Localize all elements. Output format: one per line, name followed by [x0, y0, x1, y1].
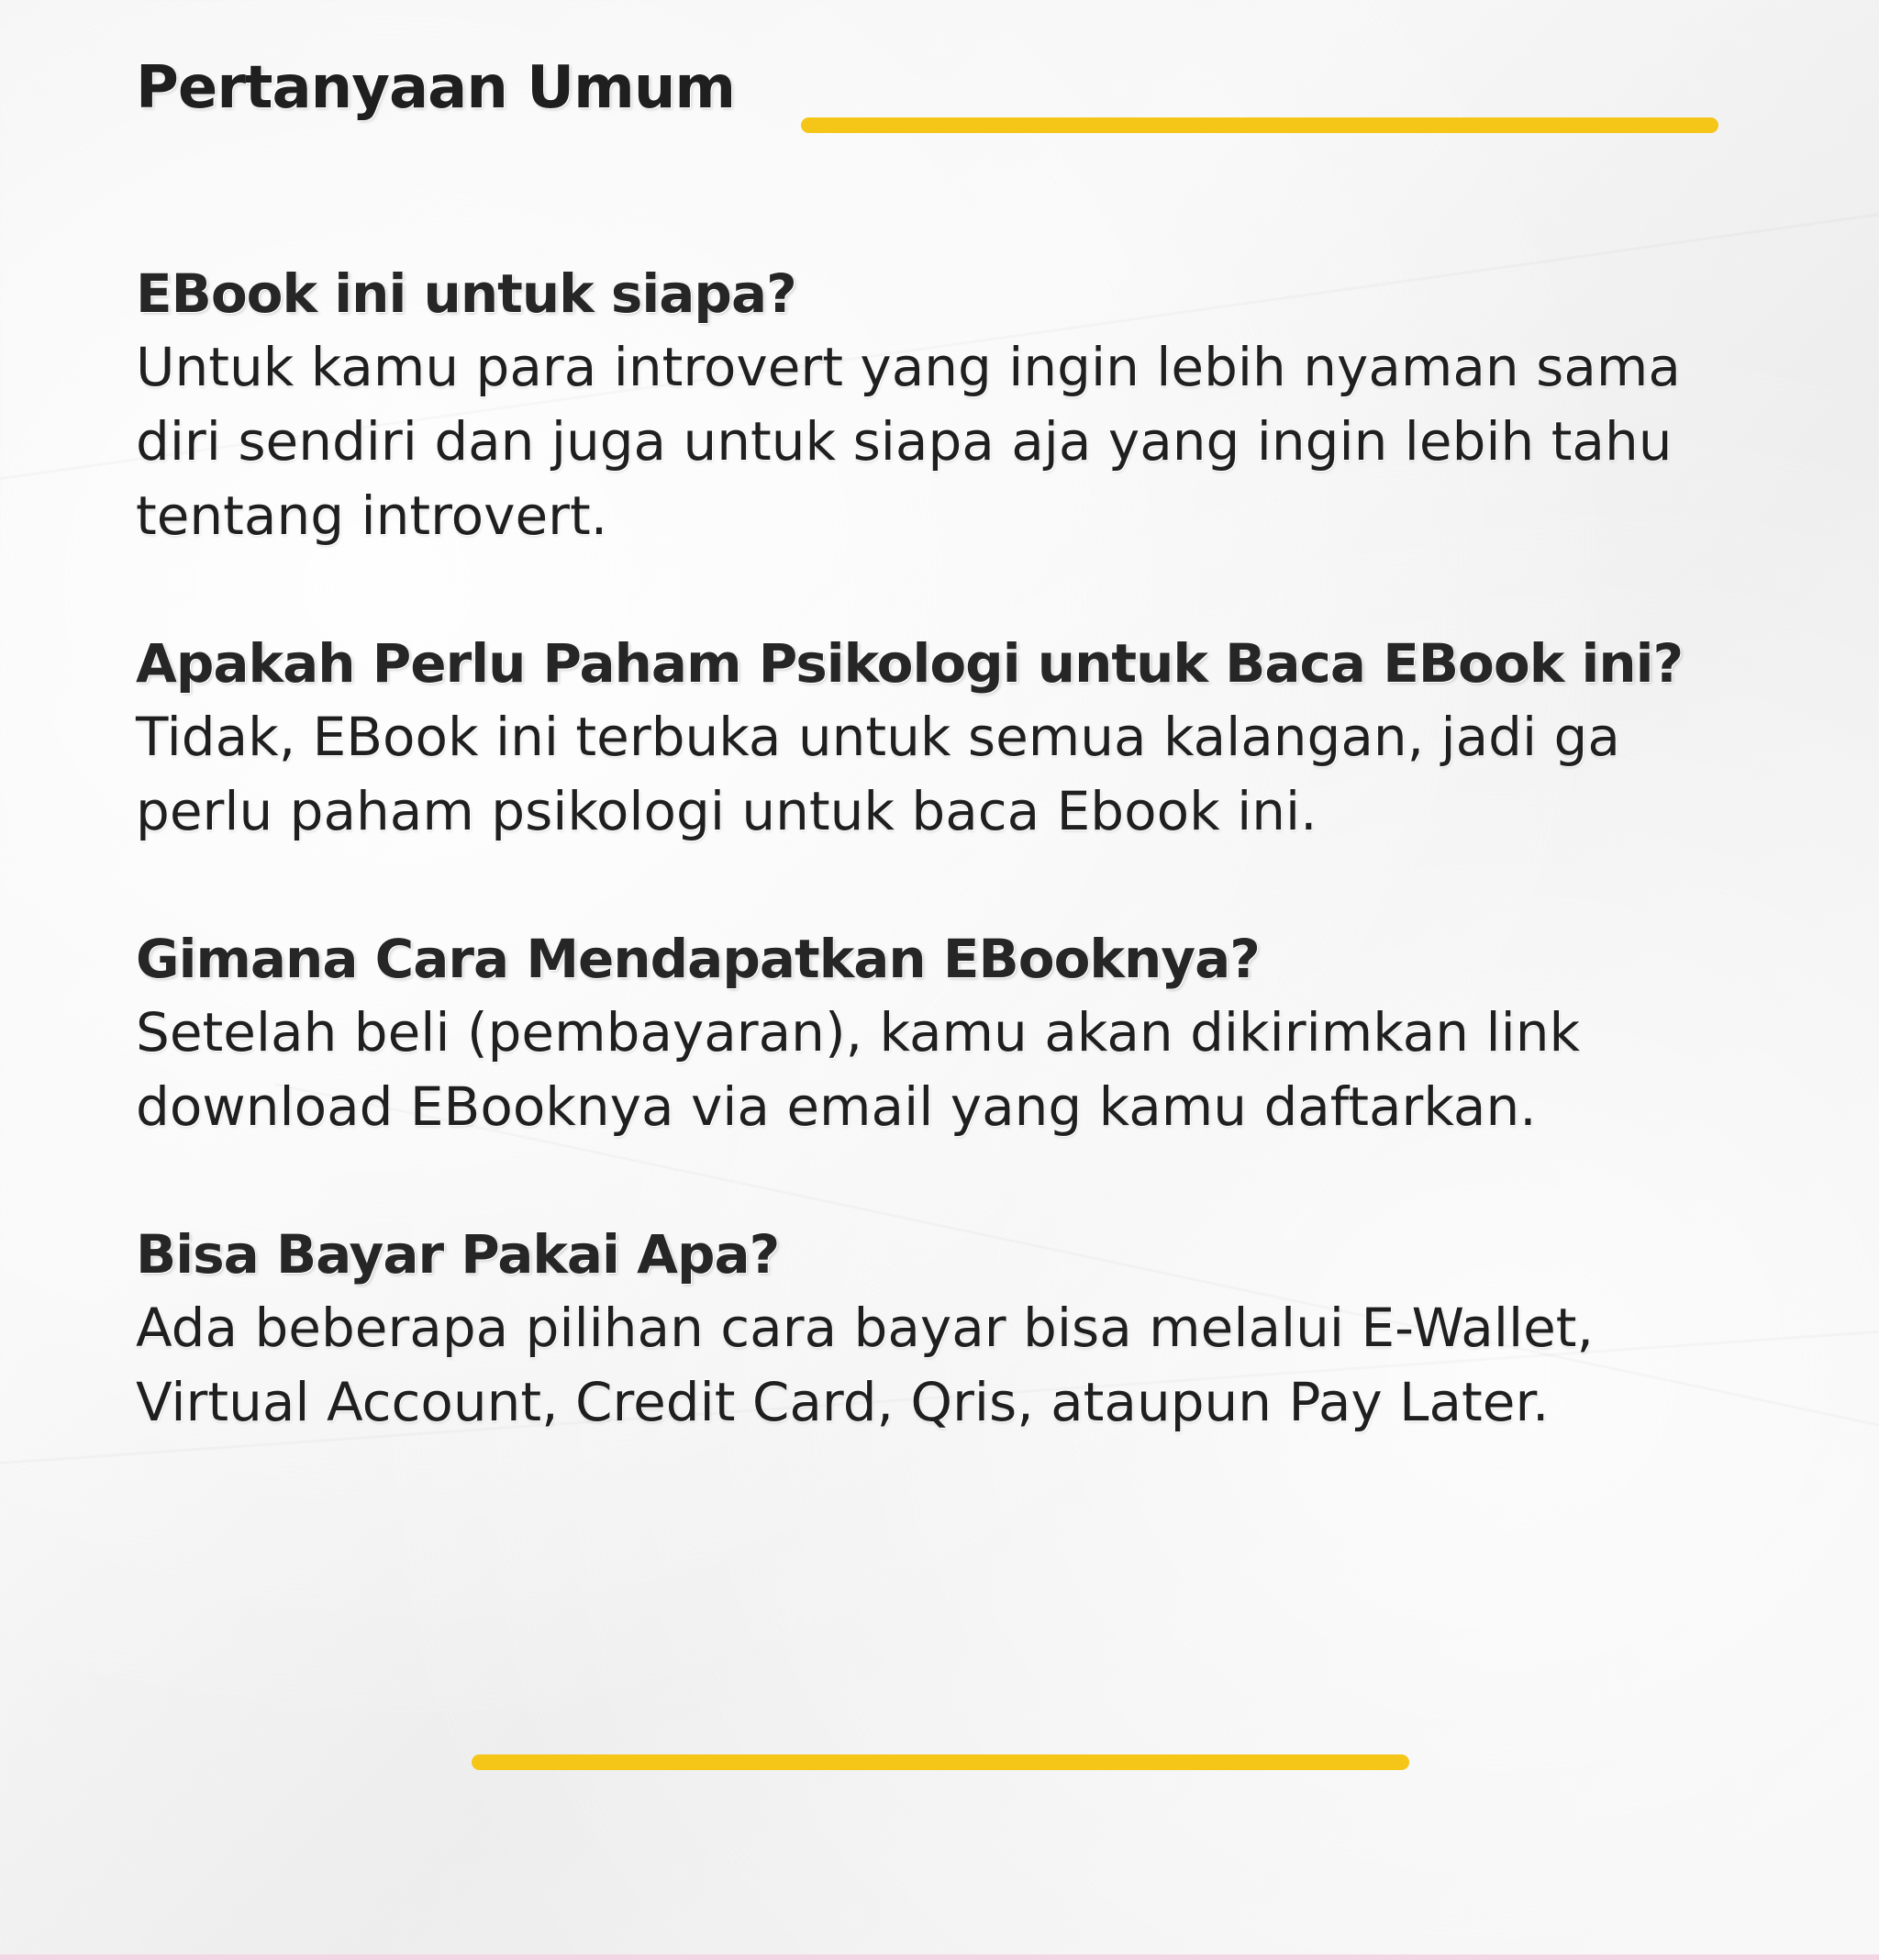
faq-answer: Setelah beli (pembayaran), kamu akan dikirimkan link download EBooknya via email yang kamu daftarkan.: [136, 1001, 1581, 1138]
bottom-divider-accent: [472, 1754, 1409, 1770]
faq-item: [136, 627, 1751, 849]
faq-question: Gimana Cara Mendapatkan EBooknya?: [136, 928, 1260, 990]
section-header: [136, 48, 1751, 139]
faq-section: [136, 48, 1751, 1513]
faq-item: [136, 922, 1751, 1144]
faq-answer: Untuk kamu para introvert yang ingin lebih nyaman sama diri sendiri dan juga untuk siapa aja yang ingin lebih tahu tentang introvert.: [136, 336, 1681, 547]
section-title: Pertanyaan Umum: [136, 54, 736, 122]
faq-question: EBook ini untuk siapa?: [136, 262, 796, 325]
faq-item: [136, 1218, 1751, 1440]
faq-item: [136, 257, 1751, 553]
faq-answer: Tidak, EBook ini terbuka untuk semua kalangan, jadi ga perlu paham psikologi untuk baca Ebook ini.: [136, 706, 1620, 842]
faq-question: Bisa Bayar Pakai Apa?: [136, 1223, 780, 1286]
title-underline-accent: [801, 117, 1718, 133]
faq-answer: Ada beberapa pilihan cara bayar bisa melalui E-Wallet, Virtual Account, Credit Card, Qris, ataupun Pay Later.: [136, 1297, 1594, 1433]
faq-question: Apakah Perlu Paham Psikologi untuk Baca EBook ini?: [136, 632, 1684, 695]
faq-list: [136, 257, 1751, 1440]
page-bottom-edge: [0, 1954, 1879, 1960]
